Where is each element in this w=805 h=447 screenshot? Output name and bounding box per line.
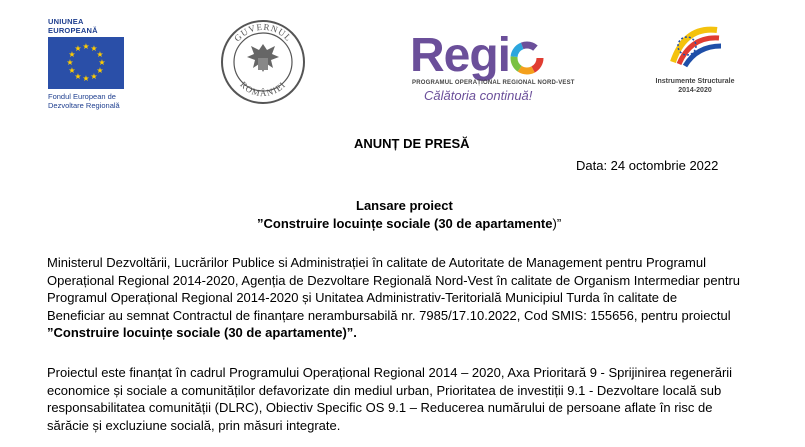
instrumente-emblem-icon xyxy=(665,22,725,70)
instrumente-structurale-logo xyxy=(640,22,750,95)
instrumente-caption xyxy=(640,77,750,95)
svg-text:★: ★ xyxy=(90,44,98,53)
svg-text:★: ★ xyxy=(74,44,82,53)
svg-text:★: ★ xyxy=(68,50,76,59)
eagle-emblem-icon xyxy=(247,44,279,72)
paragraph-financing xyxy=(47,364,767,434)
paragraph-line: Operațional Regional 2014-2020, Agenția de Dezvoltare Regională Nord-Vest în calitate de Organism Intermediar pentru xyxy=(47,272,741,288)
project-title-end: )” xyxy=(552,216,562,231)
paragraph-line: economice și sociale a comunităților defavorizate din mediul urban, Prioritatea de investiții 9.1 - Dezvoltare locală sub xyxy=(47,382,722,398)
instrumente-caption-line1: Instrumente Structurale xyxy=(655,78,735,85)
svg-text:★: ★ xyxy=(74,72,82,81)
project-title-label: Lansare proiect xyxy=(356,198,453,213)
paragraph-line: Proiectul este finanțat în cadrul Programului Operațional Regional 2014 – 2020, Axa Prioritară 9 - Sprijinirea regenerării xyxy=(47,365,733,380)
eu-caption-line2: Dezvoltare Regională xyxy=(48,101,120,110)
regio-subtitle: PROGRAMUL OPERAȚIONAL REGIONAL NORD-VEST xyxy=(412,80,575,86)
seal-text-bottom: ROMÂNIEI xyxy=(238,79,288,99)
eu-top-label: UNIUNEA EUROPEANĂ xyxy=(48,17,98,35)
svg-text:★: ★ xyxy=(90,72,98,81)
svg-text:★: ★ xyxy=(68,66,76,75)
svg-text:★: ★ xyxy=(98,58,106,67)
instrumente-caption-line2: 2014-2020 xyxy=(678,87,712,94)
regio-o-icon xyxy=(510,41,544,75)
guvernul-seal xyxy=(219,18,307,106)
release-date: Data: 24 octombrie 2022 xyxy=(576,158,719,173)
svg-text:★: ★ xyxy=(96,50,104,59)
paragraph-line-project-name: ”Construire locuințe sociale (30 de apartamente)”. xyxy=(47,325,357,341)
project-title xyxy=(257,215,561,232)
paragraph-line: sărăcie și excluziune socială, prin măsuri integrate. xyxy=(47,417,341,433)
eu-caption-line1: Fondul European de xyxy=(48,92,116,101)
seal-text-top: GUVERNUL xyxy=(232,21,294,44)
eu-logo xyxy=(48,17,128,110)
press-release-heading: ANUNȚ DE PRESĂ xyxy=(354,136,470,151)
project-title-bold: ”Construire locuințe sociale (30 de apartamente xyxy=(257,216,553,231)
svg-text:★: ★ xyxy=(96,66,104,75)
paragraph-contract xyxy=(47,254,767,342)
eu-stars xyxy=(66,42,105,83)
regio-logo xyxy=(410,29,590,106)
svg-text:★: ★ xyxy=(66,58,74,67)
svg-text:ROMÂNIEI xyxy=(238,79,287,98)
paragraph-line: Beneficiar au semnat Contractul de finanțare nerambursabilă nr. 7985/17.10.2022, Cod SMIS: 155656, pentru proiectul xyxy=(47,307,731,323)
paragraph-line: Ministerul Dezvoltării, Lucrărilor Publice si Administrației în calitate de Autoritate de Management pentru Programul xyxy=(47,255,706,270)
svg-text:★: ★ xyxy=(82,74,90,83)
eu-caption xyxy=(48,92,128,110)
eu-flag xyxy=(48,37,124,89)
regio-wordmark xyxy=(410,29,590,82)
regio-slogan: Călătoria continuă! xyxy=(424,88,533,103)
regio-word: Regi xyxy=(410,29,511,82)
logo-bar xyxy=(0,0,805,120)
paragraph-line: Programul Operațional Regional 2014-2020 și Unitatea Administrativ-Teritorială Municipiul Turda în calitate de xyxy=(47,290,678,306)
svg-text:★: ★ xyxy=(82,42,90,51)
paragraph-line: responsabilitatea comunității (DLRC), Obiectiv Specific OS 9.1 – Reducerea numărului de persoane aflate în risc de xyxy=(47,400,713,416)
